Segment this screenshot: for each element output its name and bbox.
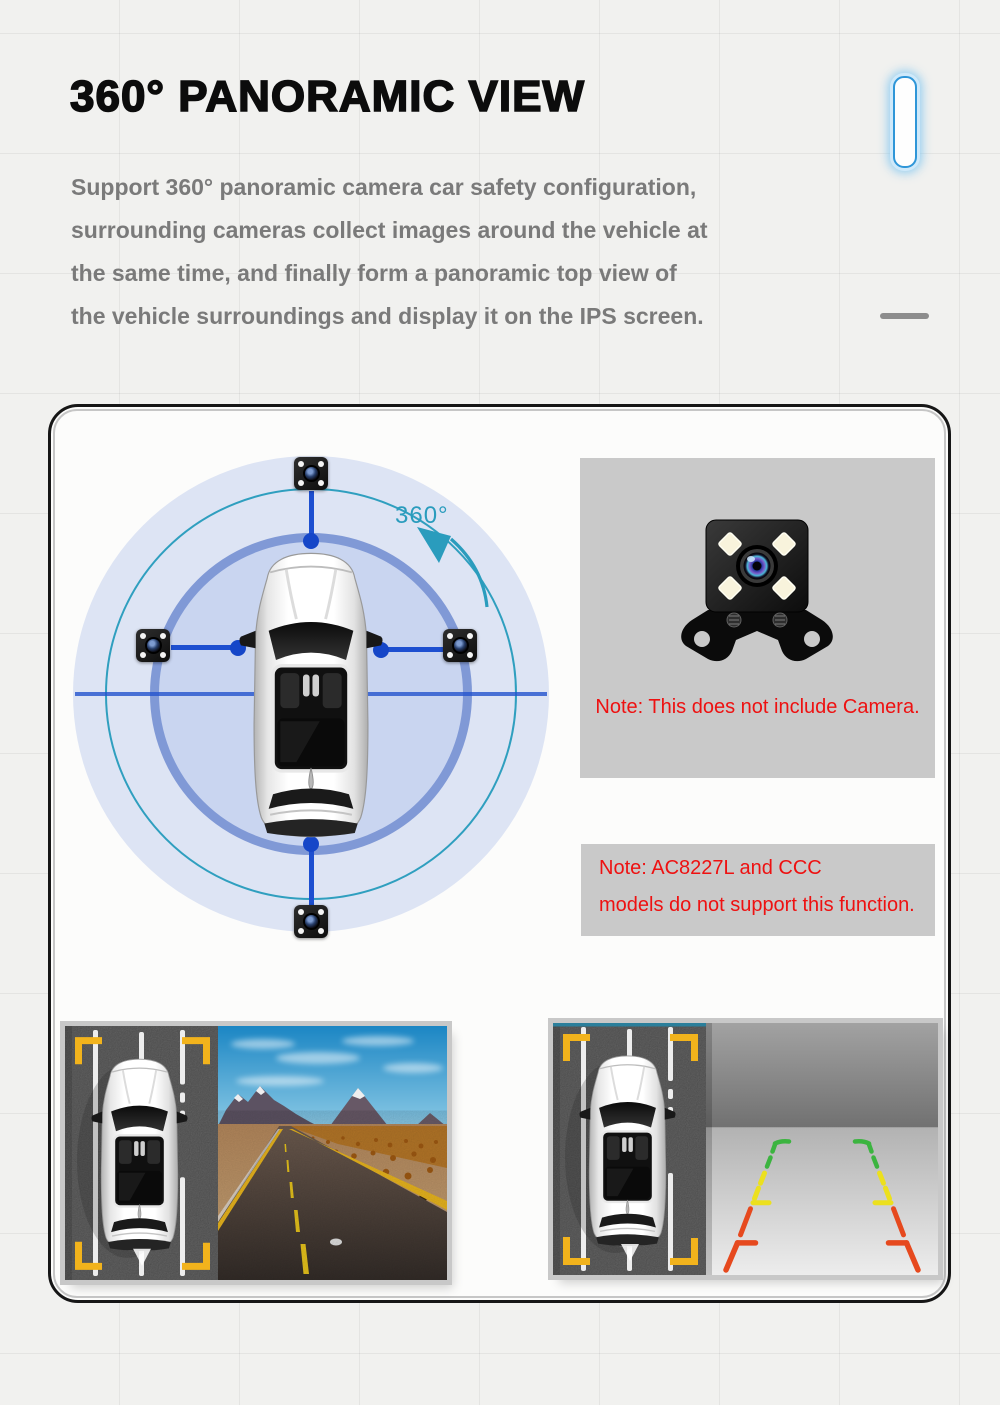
node-dot-front bbox=[303, 533, 319, 549]
camera-note-box bbox=[580, 458, 935, 778]
road-camera-view bbox=[218, 1026, 447, 1280]
screenshot-front-camera bbox=[65, 1026, 447, 1280]
description-line: Support 360° panoramic camera car safety configuration, bbox=[71, 174, 697, 200]
description-line: the vehicle surroundings and display it on the IPS screen. bbox=[71, 303, 704, 329]
rotation-arrow-icon bbox=[387, 511, 492, 611]
dash-icon bbox=[880, 313, 929, 319]
screenshot-rear-camera bbox=[553, 1023, 938, 1275]
rear-camera-view bbox=[706, 1023, 938, 1275]
description-line: the same time, and finally form a panoramic top view of bbox=[71, 260, 677, 286]
camera-icon bbox=[294, 457, 328, 490]
model-note-box bbox=[581, 844, 935, 936]
page-title: 360° PANORAMIC VIEW bbox=[70, 72, 585, 121]
camera-lens bbox=[305, 467, 318, 480]
capsule-icon bbox=[893, 76, 917, 168]
camera-icon bbox=[136, 629, 170, 662]
model-note-line2: models do not support this function. bbox=[599, 894, 915, 916]
camera-lens bbox=[147, 639, 160, 652]
car-top-icon bbox=[237, 549, 385, 841]
description-line: surrounding cameras collect images around the vehicle at bbox=[71, 217, 708, 243]
camera-lens bbox=[454, 639, 467, 652]
camera-lens bbox=[305, 915, 318, 928]
connector-right bbox=[381, 647, 443, 652]
parking-top-view bbox=[65, 1026, 218, 1280]
camera-icon bbox=[443, 629, 477, 662]
feature-panel bbox=[48, 404, 951, 1303]
rotation-label: 360° bbox=[395, 502, 449, 529]
connector-bottom bbox=[309, 845, 314, 907]
description-paragraph bbox=[71, 166, 871, 338]
camera-note-text: Note: This does not include Camera. bbox=[595, 696, 920, 718]
model-note-line1: Note: AC8227L and CCC bbox=[599, 857, 822, 879]
camera-icon bbox=[294, 905, 328, 938]
connector-left bbox=[171, 645, 237, 650]
parking-top-view bbox=[553, 1023, 706, 1275]
rear-camera-product-icon bbox=[672, 518, 842, 668]
